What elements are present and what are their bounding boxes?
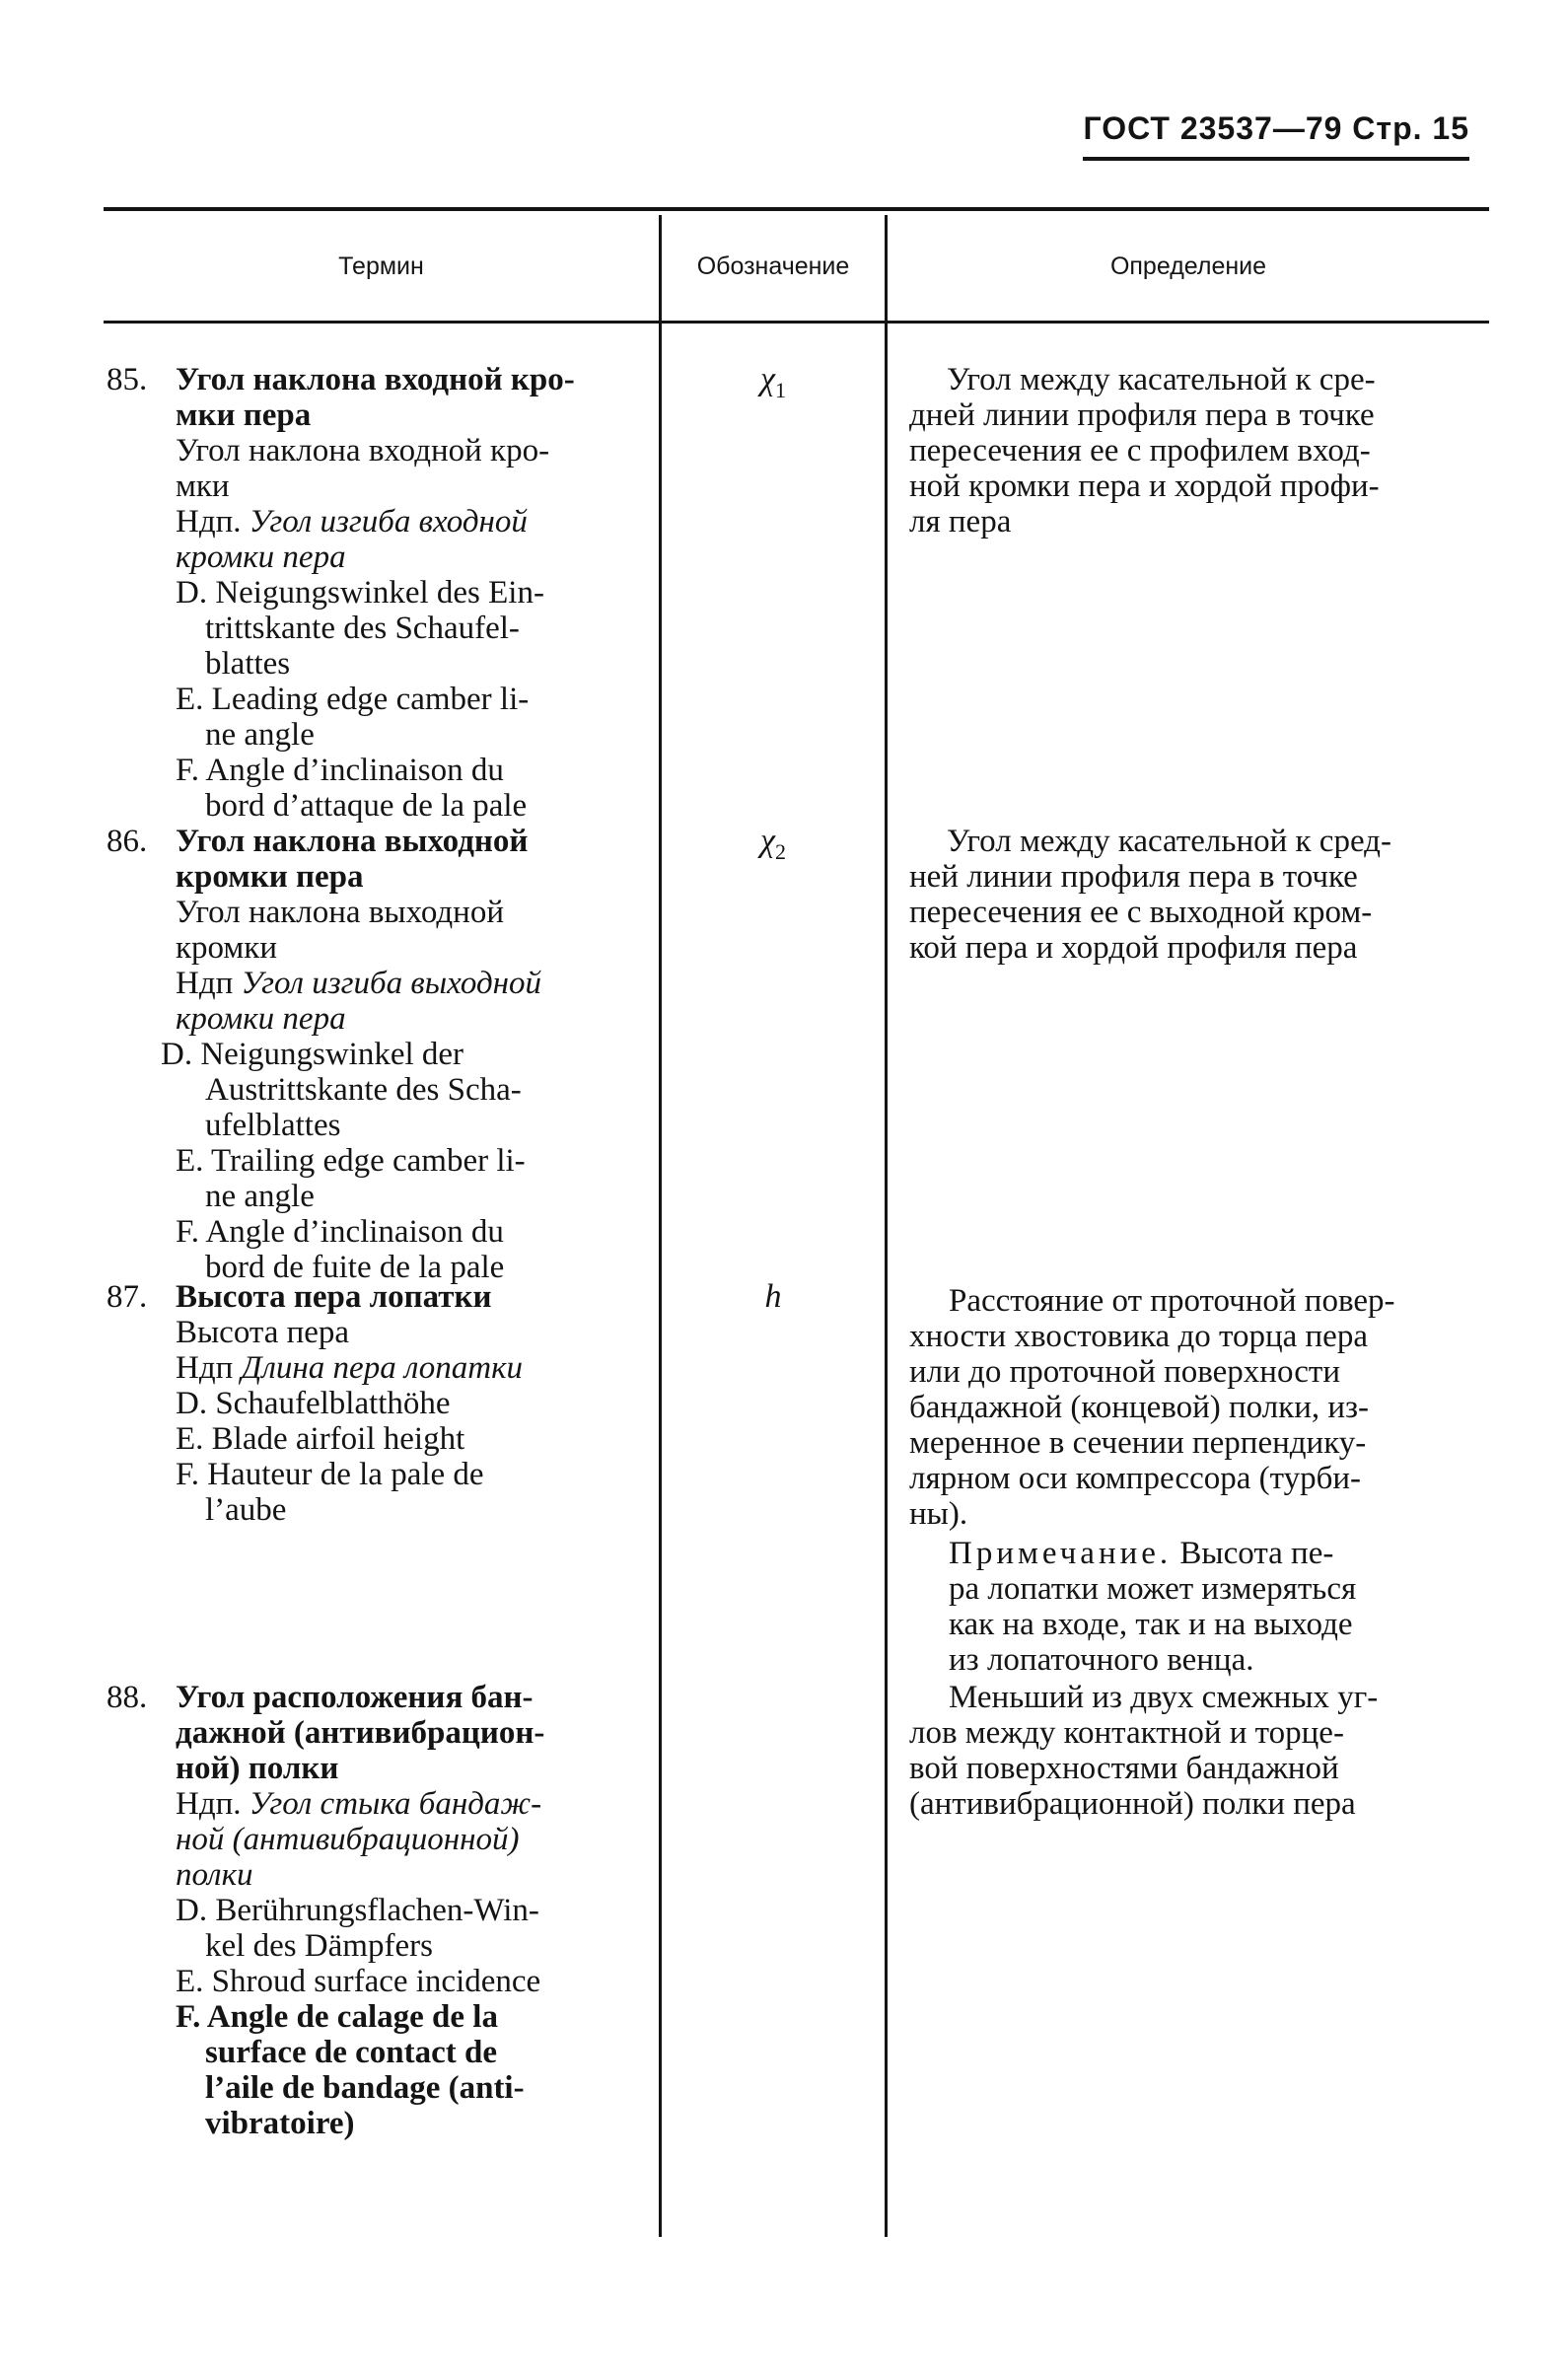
deprecated-term <box>176 504 644 540</box>
deprecated-prefix: Ндп <box>176 1350 234 1386</box>
deprecated-prefix: Ндп. <box>176 1786 242 1822</box>
term-cell <box>107 1680 644 2141</box>
definition-line: (антивибрационной) полки пера <box>909 1786 1356 1822</box>
definition-line: или до проточной поверхности <box>909 1354 1341 1390</box>
term-name: ной) полки <box>176 1751 339 1786</box>
definition-line: Угол между касательной к сре- <box>947 362 1376 397</box>
deprecated-text: Длина пера лопатки <box>241 1350 524 1386</box>
foreign-equivalent: ne angle <box>205 1179 315 1214</box>
definition-line: лов между контактной и торце- <box>909 1715 1344 1751</box>
term-synonym: Угол наклона входной кро- <box>176 433 550 468</box>
symbol-cell <box>662 1279 885 1315</box>
symbol-cell <box>662 362 885 408</box>
foreign-equivalent: kel des Dämpfers <box>205 1928 433 1964</box>
symbol: χ <box>760 823 775 859</box>
foreign-equivalent: F. Angle de calage de la <box>176 1999 498 2035</box>
term-name: Угол расположения бан- <box>176 1680 534 1715</box>
foreign-equivalent: surface de contact de <box>205 2035 498 2070</box>
deprecated-text: Угол изгиба выходной <box>241 966 542 1001</box>
definition-line: ля пера <box>909 504 1012 540</box>
term-name: мки пера <box>176 397 312 433</box>
definition-line: бандажной (концевой) полки, из- <box>909 1390 1370 1425</box>
definition-line: лярном оси компрессора (турби- <box>909 1461 1362 1496</box>
foreign-equivalent: E. Shroud surface incidence <box>176 1964 541 1999</box>
note-line: ра лопатки может измеряться <box>949 1571 1357 1607</box>
table-header-rule <box>104 321 1489 324</box>
foreign-equivalent: l’aube <box>205 1492 287 1528</box>
entry-number: 88. <box>107 1680 148 1715</box>
definition-line: Угол между касательной к сред- <box>947 824 1391 859</box>
foreign-equivalent: ufelblattes <box>205 1108 341 1143</box>
definition-line: кой пера и хордой профиля пера <box>909 930 1358 966</box>
foreign-equivalent: E. Leading edge camber li- <box>176 682 530 717</box>
foreign-equivalent: F. Angle d’inclinaison du <box>176 1214 504 1250</box>
column-header-symbol: Обозначение <box>696 252 850 280</box>
foreign-equivalent: E. Trailing edge camber li- <box>176 1143 526 1179</box>
column-header-term: Термин <box>338 252 424 280</box>
term-name: Высота пера лопатки <box>176 1279 492 1315</box>
foreign-equivalent: D. Berührungsflachen-Win- <box>176 1893 539 1928</box>
entry-number: 87. <box>107 1279 148 1315</box>
deprecated-text: Угол изгиба входной <box>249 504 528 540</box>
deprecated-prefix: Ндп <box>176 966 234 1001</box>
symbol-subscript: 1 <box>774 377 786 402</box>
foreign-equivalent: vibratoire) <box>205 2106 355 2141</box>
definition-line: пересечения ее с профилем вход- <box>909 433 1371 468</box>
note-line: Высота пе- <box>1179 1536 1334 1571</box>
foreign-equivalent: l’aile de bandage (anti- <box>205 2070 525 2106</box>
standard-number: ГОСТ 23537—79 <box>1083 110 1343 146</box>
definition-line: Расстояние от проточной повер- <box>949 1283 1395 1319</box>
definition-cell <box>909 824 1491 966</box>
deprecated-text: полки <box>176 1857 253 1893</box>
definition-line: ной кромки пера и хордой профи- <box>909 468 1380 504</box>
term-cell <box>107 824 644 1285</box>
foreign-equivalent: trittskante des Schaufel- <box>205 611 520 646</box>
running-head <box>1083 110 1469 161</box>
deprecated-term <box>176 966 644 1001</box>
column-divider-2 <box>885 215 888 2237</box>
foreign-equivalent: D. Neigungswinkel der <box>161 1037 464 1072</box>
definition-line: меренное в сечении перпендику- <box>909 1425 1367 1461</box>
deprecated-text: кромки пера <box>176 1001 346 1037</box>
definition-line: ней линии профиля пера в точке <box>909 859 1358 895</box>
foreign-equivalent: F. Angle d’inclinaison du <box>176 753 504 788</box>
foreign-equivalent: bord de fuite de la pale <box>205 1250 505 1285</box>
term-cell <box>107 362 644 824</box>
term-name: кромки пера <box>176 859 364 895</box>
term-name: Угол наклона входной кро- <box>176 362 575 397</box>
symbol: χ <box>760 361 775 397</box>
deprecated-term <box>176 1786 644 1822</box>
deprecated-text: кромки пера <box>176 540 346 575</box>
term-name: Угол наклона выходной <box>176 824 529 859</box>
deprecated-term <box>176 1350 644 1386</box>
definition-line: дней линии профиля пера в точке <box>909 397 1375 433</box>
definition-line: вой поверхностями бандажной <box>909 1751 1339 1786</box>
foreign-equivalent: D. Schaufelblatthöhe <box>176 1386 451 1421</box>
note-line: как на входе, так и на выходе <box>949 1607 1353 1642</box>
term-name: дажной (антивибрацион- <box>176 1715 545 1751</box>
deprecated-prefix: Ндп. <box>176 504 242 540</box>
foreign-equivalent: ne angle <box>205 717 315 753</box>
table-top-rule <box>104 207 1489 211</box>
symbol-subscript: 2 <box>774 838 786 864</box>
foreign-equivalent: F. Hauteur de la pale de <box>176 1457 484 1492</box>
definition-line: пересечения ее с выходной кром- <box>909 895 1373 930</box>
deprecated-text: Угол стыка бандаж- <box>249 1786 542 1822</box>
symbol: h <box>764 1278 782 1315</box>
symbol-cell <box>662 824 885 870</box>
definition-line: хности хвостовика до торца пера <box>909 1319 1368 1354</box>
term-synonym: Высота пера <box>176 1315 350 1350</box>
term-cell <box>107 1279 644 1528</box>
definition-line: ны). <box>909 1496 968 1532</box>
foreign-equivalent: Austrittskante des Scha- <box>205 1072 522 1108</box>
term-synonym: Угол наклона выходной <box>176 895 504 930</box>
foreign-equivalent: blattes <box>205 646 291 682</box>
foreign-equivalent: E. Blade airfoil height <box>176 1421 465 1457</box>
foreign-equivalent: D. Neigungswinkel des Ein- <box>176 575 544 611</box>
column-header-definition: Определение <box>1109 252 1267 280</box>
note <box>909 1536 1491 1571</box>
entry-number: 85. <box>107 362 148 397</box>
definition-line: Меньший из двух смежных уг- <box>949 1680 1379 1715</box>
term-synonym: мки <box>176 468 230 504</box>
note-line: из лопаточного венца. <box>949 1642 1254 1678</box>
column-divider-1 <box>659 215 662 2237</box>
definition-cell <box>909 1680 1491 1822</box>
term-synonym: кромки <box>176 930 277 966</box>
foreign-equivalent: bord d’attaque de la pale <box>205 788 528 824</box>
definition-cell <box>909 1283 1491 1678</box>
page-number: Стр. 15 <box>1352 110 1469 146</box>
definition-cell <box>909 362 1491 540</box>
entry-number: 86. <box>107 824 148 859</box>
deprecated-text: ной (антивибрационной) <box>176 1822 520 1857</box>
note-label: Примечание. <box>949 1536 1173 1571</box>
